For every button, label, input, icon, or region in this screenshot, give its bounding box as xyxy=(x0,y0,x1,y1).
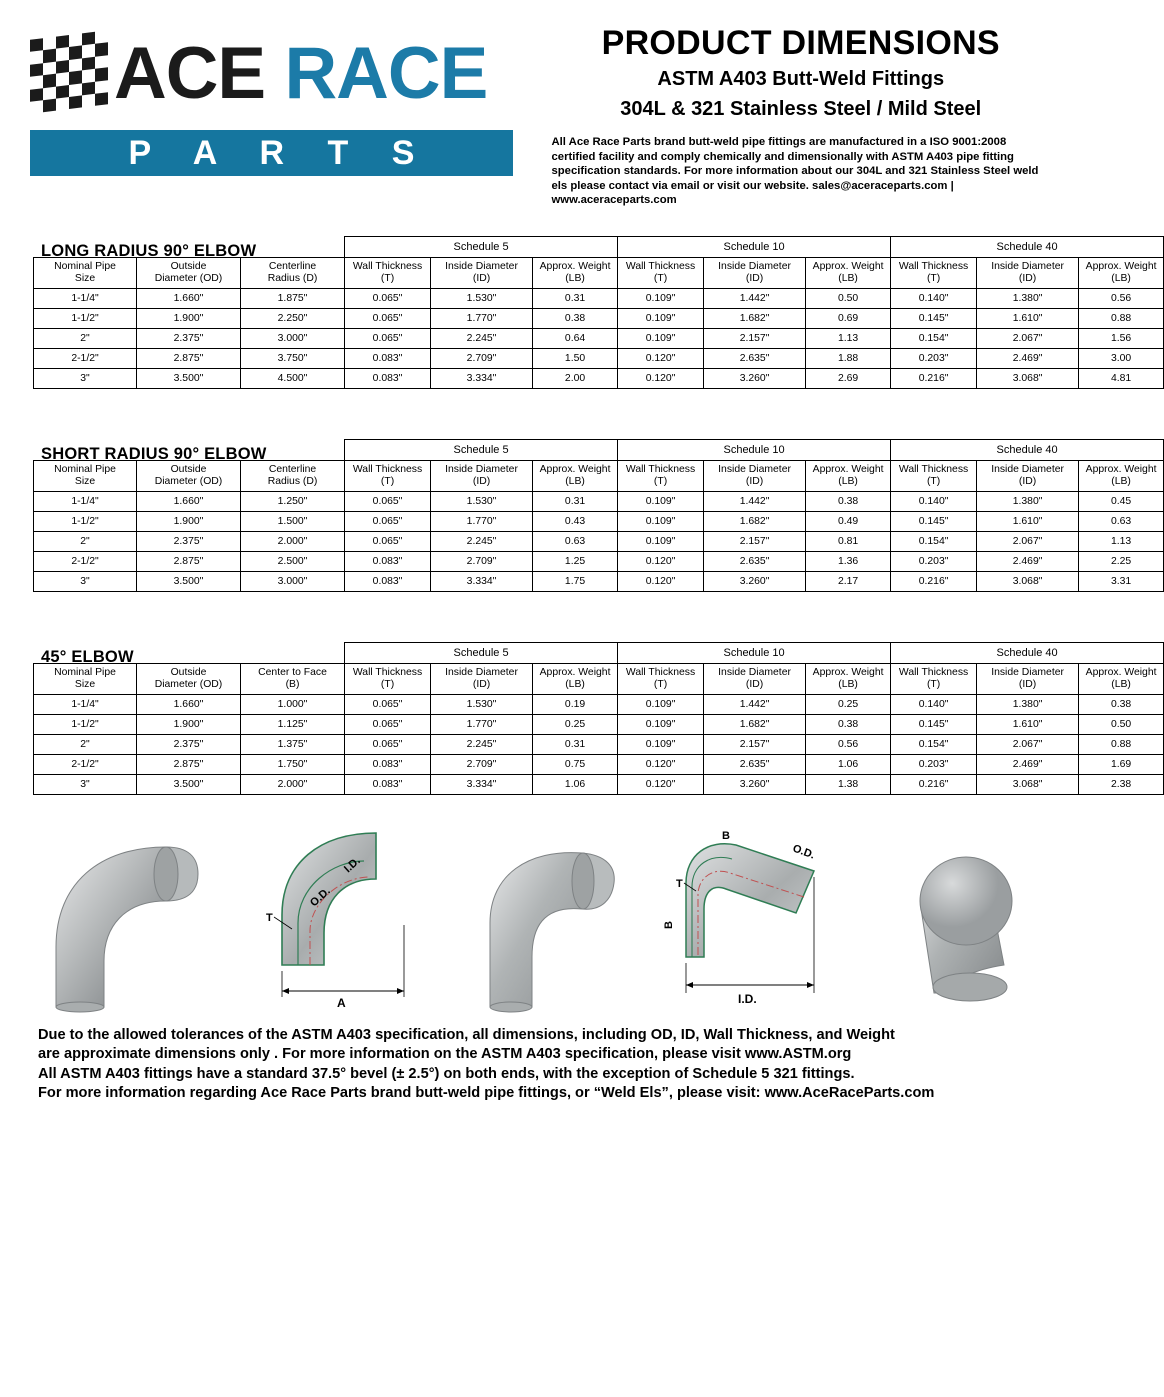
cell: 1.000" xyxy=(241,694,345,714)
cell: 1-1/4" xyxy=(34,288,137,308)
cell: 0.38 xyxy=(806,714,891,734)
cell: 2.375" xyxy=(137,734,241,754)
cell: 1.610" xyxy=(977,511,1079,531)
table-row xyxy=(34,348,1164,368)
table-row xyxy=(34,491,1164,511)
cell: 1.56 xyxy=(1079,328,1164,348)
cell: 1.380" xyxy=(977,694,1079,714)
cell: 1.770" xyxy=(431,308,533,328)
col-header-weight-s10: Approx. Weight (LB) xyxy=(806,257,891,288)
cell: 0.109" xyxy=(618,694,704,714)
header-paragraph: All Ace Race Parts brand butt-weld pipe fittings are manufactured in a ISO 9001:2008 certified facility and comply chemically and dimensionally with ASTM A403 pipe fitting specification standards. For more information about our 304L and 321 Stainless Steel weld els please contact via email or visit our website. sales@aceraceparts.com | www.aceraceparts.com xyxy=(551,136,1039,207)
cell: 0.109" xyxy=(618,288,704,308)
cell: 1.900" xyxy=(137,308,241,328)
cell: 1.770" xyxy=(431,714,533,734)
cell: 2.469" xyxy=(977,348,1079,368)
logo-parts-bar xyxy=(30,130,513,176)
cell: 0.25 xyxy=(806,694,891,714)
logo-word-race: RACE xyxy=(284,33,488,114)
cell: 0.154" xyxy=(891,328,977,348)
col-header-weight-s10: Approx. Weight (LB) xyxy=(806,663,891,694)
cell: 0.109" xyxy=(618,308,704,328)
col-header-nominal-size: Nominal Pipe Size xyxy=(34,257,137,288)
cell: 0.065" xyxy=(345,734,431,754)
col-header-nominal-size: Nominal Pipe Size xyxy=(34,663,137,694)
cell: 0.120" xyxy=(618,774,704,794)
cell: 2.245" xyxy=(431,328,533,348)
cell: 2.157" xyxy=(704,328,806,348)
45-elbow-dimension-diagram xyxy=(664,825,864,1010)
cell: 1-1/2" xyxy=(34,511,137,531)
cell: 0.203" xyxy=(891,754,977,774)
cell: 0.38 xyxy=(806,491,891,511)
col-header-inside-diameter-s10: Inside Diameter (ID) xyxy=(704,257,806,288)
cell: 3.00 xyxy=(1079,348,1164,368)
cell: 0.145" xyxy=(891,714,977,734)
svg-text:A: A xyxy=(336,995,346,1010)
table-row xyxy=(34,288,1164,308)
col-header-wall-thickness-s40: Wall Thickness (T) xyxy=(891,257,977,288)
col-header-weight-s10: Approx. Weight (LB) xyxy=(806,460,891,491)
table-row xyxy=(34,511,1164,531)
cell: 0.31 xyxy=(533,734,618,754)
schedule-5-header: Schedule 5 xyxy=(345,236,618,257)
cell: 0.63 xyxy=(1079,511,1164,531)
cell: 0.56 xyxy=(1079,288,1164,308)
cell: 0.120" xyxy=(618,571,704,591)
col-header-weight-s5: Approx. Weight (LB) xyxy=(533,460,618,491)
cell: 3.068" xyxy=(977,368,1079,388)
table-45-elbow xyxy=(33,642,1164,795)
col-header-inside-diameter-s40: Inside Diameter (ID) xyxy=(977,257,1079,288)
cell: 2.000" xyxy=(241,531,345,551)
cell: 0.203" xyxy=(891,348,977,368)
cell: 3.334" xyxy=(431,774,533,794)
cell: 0.109" xyxy=(618,511,704,531)
cell: 0.154" xyxy=(891,531,977,551)
cell: 0.120" xyxy=(618,348,704,368)
col-header-inside-diameter-s40: Inside Diameter (ID) xyxy=(977,663,1079,694)
table-row xyxy=(34,714,1164,734)
cell: 0.109" xyxy=(618,714,704,734)
figure-90-elbow-diagram xyxy=(252,825,442,1010)
col-header-centerline-radius: Centerline Radius (D) xyxy=(241,460,345,491)
col-header-center-to-face: Center to Face (B) xyxy=(241,663,345,694)
schedule-10-header: Schedule 10 xyxy=(618,236,891,257)
cell: 1.530" xyxy=(431,694,533,714)
table-section-long-radius xyxy=(0,236,1157,389)
figure-45-elbow-diagram xyxy=(664,825,864,1010)
cell: 0.083" xyxy=(345,368,431,388)
cell: 1.13 xyxy=(806,328,891,348)
cell: 1-1/2" xyxy=(34,308,137,328)
svg-text:O.D.: O.D. xyxy=(790,842,816,862)
cell: 3.750" xyxy=(241,348,345,368)
table-row xyxy=(34,328,1164,348)
cell: 1.660" xyxy=(137,288,241,308)
cell: 0.31 xyxy=(533,288,618,308)
cell: 2.469" xyxy=(977,551,1079,571)
cell: 0.38 xyxy=(533,308,618,328)
cell: 0.109" xyxy=(618,491,704,511)
cell: 2.17 xyxy=(806,571,891,591)
cell: 1.375" xyxy=(241,734,345,754)
cell: 3" xyxy=(34,774,137,794)
cell: 4.81 xyxy=(1079,368,1164,388)
cell: 2.635" xyxy=(704,348,806,368)
cell: 1.610" xyxy=(977,308,1079,328)
svg-text:O.D.: O.D. xyxy=(307,885,333,910)
cell: 2.875" xyxy=(137,754,241,774)
schedule-40-header: Schedule 40 xyxy=(891,439,1164,460)
cell: 0.065" xyxy=(345,288,431,308)
cell: 0.065" xyxy=(345,328,431,348)
col-header-inside-diameter-s10: Inside Diameter (ID) xyxy=(704,460,806,491)
cell: 2.69 xyxy=(806,368,891,388)
col-header-wall-thickness-s10: Wall Thickness (T) xyxy=(618,663,704,694)
cell: 1.530" xyxy=(431,288,533,308)
page-header xyxy=(0,0,1080,208)
table-section-short-radius xyxy=(0,439,1157,592)
table-row xyxy=(34,774,1164,794)
cell: 0.120" xyxy=(618,754,704,774)
table-row xyxy=(34,754,1164,774)
cell: 0.083" xyxy=(345,571,431,591)
cell: 0.69 xyxy=(806,308,891,328)
cell: 2.245" xyxy=(431,531,533,551)
cell: 0.140" xyxy=(891,288,977,308)
cell: 3.068" xyxy=(977,571,1079,591)
figure-row xyxy=(0,795,1080,1010)
cell: 1.442" xyxy=(704,694,806,714)
cell: 0.065" xyxy=(345,491,431,511)
cell: 2.500" xyxy=(241,551,345,571)
col-header-inside-diameter-s5: Inside Diameter (ID) xyxy=(431,663,533,694)
cell: 0.109" xyxy=(618,328,704,348)
table-row xyxy=(34,734,1164,754)
cell: 0.19 xyxy=(533,694,618,714)
col-header-wall-thickness-s5: Wall Thickness (T) xyxy=(345,663,431,694)
cell: 2.375" xyxy=(137,531,241,551)
cell: 1.442" xyxy=(704,491,806,511)
cell: 1.900" xyxy=(137,714,241,734)
page-footer xyxy=(0,1010,1080,1104)
cell: 1.13 xyxy=(1079,531,1164,551)
col-header-inside-diameter-s40: Inside Diameter (ID) xyxy=(977,460,1079,491)
cell: 2.245" xyxy=(431,734,533,754)
cell: 1.682" xyxy=(704,308,806,328)
cell: 0.216" xyxy=(891,774,977,794)
cell: 0.120" xyxy=(618,551,704,571)
col-header-weight-s40: Approx. Weight (LB) xyxy=(1079,663,1164,694)
cell: 3.068" xyxy=(977,774,1079,794)
cell: 1.682" xyxy=(704,511,806,531)
cell: 2.067" xyxy=(977,734,1079,754)
cell: 1.36 xyxy=(806,551,891,571)
svg-text:I.D.: I.D. xyxy=(341,854,363,876)
cell: 0.109" xyxy=(618,734,704,754)
cell: 2.635" xyxy=(704,551,806,571)
45-elbow-photo xyxy=(892,845,1042,1010)
schedule-40-header: Schedule 40 xyxy=(891,236,1164,257)
cell: 2.38 xyxy=(1079,774,1164,794)
col-header-centerline-radius: Centerline Radius (D) xyxy=(241,257,345,288)
cell: 0.109" xyxy=(618,531,704,551)
cell: 0.145" xyxy=(891,308,977,328)
cell: 0.065" xyxy=(345,308,431,328)
cell: 3.260" xyxy=(704,774,806,794)
cell: 1.530" xyxy=(431,491,533,511)
col-header-wall-thickness-s10: Wall Thickness (T) xyxy=(618,460,704,491)
cell: 2.000" xyxy=(241,774,345,794)
logo-word-parts: P A R T S xyxy=(128,133,432,172)
cell: 1.25 xyxy=(533,551,618,571)
cell: 3.500" xyxy=(137,368,241,388)
cell: 2.00 xyxy=(533,368,618,388)
cell: 0.75 xyxy=(533,754,618,774)
cell: 0.065" xyxy=(345,714,431,734)
schedule-5-header: Schedule 5 xyxy=(345,439,618,460)
header-text-block xyxy=(528,24,1051,208)
schedule-5-header: Schedule 5 xyxy=(345,642,618,663)
cell: 0.25 xyxy=(533,714,618,734)
table-row xyxy=(34,308,1164,328)
table-row xyxy=(34,368,1164,388)
col-header-weight-s40: Approx. Weight (LB) xyxy=(1079,460,1164,491)
table-row xyxy=(34,694,1164,714)
cell: 1.750" xyxy=(241,754,345,774)
page-subtitle-2: 304L & 321 Stainless Steel / Mild Steel xyxy=(620,98,982,120)
col-header-weight-s40: Approx. Weight (LB) xyxy=(1079,257,1164,288)
cell: 1.380" xyxy=(977,491,1079,511)
cell: 2-1/2" xyxy=(34,551,137,571)
cell: 3.500" xyxy=(137,774,241,794)
cell: 0.63 xyxy=(533,531,618,551)
col-header-outside-diameter: Outside Diameter (OD) xyxy=(137,663,241,694)
cell: 0.216" xyxy=(891,368,977,388)
cell: 3.000" xyxy=(241,571,345,591)
cell: 2" xyxy=(34,531,137,551)
cell: 2.375" xyxy=(137,328,241,348)
cell: 1.06 xyxy=(533,774,618,794)
svg-text:I.D.: I.D. xyxy=(737,991,757,1006)
cell: 1.88 xyxy=(806,348,891,368)
cell: 0.083" xyxy=(345,754,431,774)
cell: 3.260" xyxy=(704,368,806,388)
cell: 2-1/2" xyxy=(34,348,137,368)
svg-text:T: T xyxy=(265,911,273,924)
col-header-wall-thickness-s10: Wall Thickness (T) xyxy=(618,257,704,288)
cell: 3.334" xyxy=(431,571,533,591)
cell: 1.442" xyxy=(704,288,806,308)
cell: 1.682" xyxy=(704,714,806,734)
cell: 3.31 xyxy=(1079,571,1164,591)
cell: 2.709" xyxy=(431,551,533,571)
cell: 3.500" xyxy=(137,571,241,591)
svg-text:B: B xyxy=(721,829,730,842)
schedule-40-header: Schedule 40 xyxy=(891,642,1164,663)
short-radius-90-elbow-photo xyxy=(470,835,635,1010)
table-row xyxy=(34,531,1164,551)
logo-word-ace: ACE xyxy=(114,33,266,114)
cell: 1.660" xyxy=(137,491,241,511)
cell: 1.380" xyxy=(977,288,1079,308)
brand-logo xyxy=(30,24,528,208)
page-subtitle-1: ASTM A403 Butt-Weld Fittings xyxy=(657,68,945,90)
cell: 3.000" xyxy=(241,328,345,348)
cell: 2.469" xyxy=(977,754,1079,774)
col-header-outside-diameter: Outside Diameter (OD) xyxy=(137,460,241,491)
cell: 0.38 xyxy=(1079,694,1164,714)
cell: 1-1/4" xyxy=(34,491,137,511)
cell: 2.635" xyxy=(704,754,806,774)
table-title-45-elbow: 45° ELBOW xyxy=(41,647,134,666)
cell: 1.69 xyxy=(1079,754,1164,774)
col-header-wall-thickness-s40: Wall Thickness (T) xyxy=(891,460,977,491)
cell: 1.660" xyxy=(137,694,241,714)
schedule-10-header: Schedule 10 xyxy=(618,439,891,460)
cell: 0.88 xyxy=(1079,308,1164,328)
cell: 0.083" xyxy=(345,348,431,368)
col-header-inside-diameter-s5: Inside Diameter (ID) xyxy=(431,257,533,288)
cell: 0.43 xyxy=(533,511,618,531)
col-header-wall-thickness-s5: Wall Thickness (T) xyxy=(345,460,431,491)
cell: 1.500" xyxy=(241,511,345,531)
cell: 0.88 xyxy=(1079,734,1164,754)
svg-text:B: B xyxy=(662,921,675,929)
cell: 2-1/2" xyxy=(34,754,137,774)
cell: 0.140" xyxy=(891,491,977,511)
cell: 1.875" xyxy=(241,288,345,308)
col-header-wall-thickness-s40: Wall Thickness (T) xyxy=(891,663,977,694)
long-radius-90-elbow-photo xyxy=(38,835,223,1010)
cell: 3.334" xyxy=(431,368,533,388)
cell: 1.250" xyxy=(241,491,345,511)
footer-line-2: are approximate dimensions only . For more information on the ASTM A403 specification, please visit www.ASTM.org xyxy=(38,1046,852,1063)
cell: 2.157" xyxy=(704,531,806,551)
cell: 1.125" xyxy=(241,714,345,734)
cell: 2.875" xyxy=(137,348,241,368)
cell: 1.50 xyxy=(533,348,618,368)
cell: 0.50 xyxy=(806,288,891,308)
cell: 1.75 xyxy=(533,571,618,591)
cell: 0.56 xyxy=(806,734,891,754)
cell: 3.260" xyxy=(704,571,806,591)
cell: 0.45 xyxy=(1079,491,1164,511)
cell: 2.709" xyxy=(431,754,533,774)
figure-45-elbow-photo xyxy=(892,845,1042,1010)
cell: 0.120" xyxy=(618,368,704,388)
table-row xyxy=(34,551,1164,571)
cell: 0.81 xyxy=(806,531,891,551)
cell: 0.154" xyxy=(891,734,977,754)
table-row xyxy=(34,571,1164,591)
cell: 2.875" xyxy=(137,551,241,571)
cell: 2.067" xyxy=(977,531,1079,551)
cell: 0.083" xyxy=(345,551,431,571)
col-header-inside-diameter-s5: Inside Diameter (ID) xyxy=(431,460,533,491)
col-header-weight-s5: Approx. Weight (LB) xyxy=(533,663,618,694)
cell: 3" xyxy=(34,571,137,591)
cell: 0.065" xyxy=(345,531,431,551)
checkered-flag-icon xyxy=(30,30,108,114)
cell: 2" xyxy=(34,328,137,348)
cell: 2.709" xyxy=(431,348,533,368)
table-title-short-radius: SHORT RADIUS 90° ELBOW xyxy=(41,444,267,463)
footer-line-4: For more information regarding Ace Race Parts brand butt-weld pipe fittings, or “Weld Els”, please visit: www.AceRaceParts.com xyxy=(38,1085,935,1102)
col-header-weight-s5: Approx. Weight (LB) xyxy=(533,257,618,288)
cell: 1.610" xyxy=(977,714,1079,734)
cell: 1-1/2" xyxy=(34,714,137,734)
cell: 0.145" xyxy=(891,511,977,531)
cell: 3" xyxy=(34,368,137,388)
cell: 0.140" xyxy=(891,694,977,714)
cell: 1.38 xyxy=(806,774,891,794)
svg-text:T: T xyxy=(675,877,683,890)
cell: 0.216" xyxy=(891,571,977,591)
cell: 2.250" xyxy=(241,308,345,328)
cell: 0.49 xyxy=(806,511,891,531)
cell: 2" xyxy=(34,734,137,754)
table-title-long-radius: LONG RADIUS 90° ELBOW xyxy=(41,241,257,260)
col-header-nominal-size: Nominal Pipe Size xyxy=(34,460,137,491)
cell: 0.083" xyxy=(345,774,431,794)
table-section-45-elbow xyxy=(0,642,1157,795)
page-title: PRODUCT DIMENSIONS xyxy=(601,24,1000,62)
schedule-10-header: Schedule 10 xyxy=(618,642,891,663)
col-header-inside-diameter-s10: Inside Diameter (ID) xyxy=(704,663,806,694)
90-elbow-dimension-diagram xyxy=(252,825,442,1010)
cell: 2.067" xyxy=(977,328,1079,348)
cell: 0.065" xyxy=(345,511,431,531)
cell: 0.31 xyxy=(533,491,618,511)
cell: 1-1/4" xyxy=(34,694,137,714)
footer-line-3: All ASTM A403 fittings have a standard 37.5° bevel (± 2.5°) on both ends, with the exception of Schedule 5 321 fittings. xyxy=(38,1065,855,1082)
cell: 2.25 xyxy=(1079,551,1164,571)
cell: 0.065" xyxy=(345,694,431,714)
footer-line-1: Due to the allowed tolerances of the ASTM A403 specification, all dimensions, including OD, ID, Wall Thickness, and Weight xyxy=(38,1026,895,1043)
col-header-outside-diameter: Outside Diameter (OD) xyxy=(137,257,241,288)
cell: 2.157" xyxy=(704,734,806,754)
col-header-wall-thickness-s5: Wall Thickness (T) xyxy=(345,257,431,288)
cell: 0.64 xyxy=(533,328,618,348)
cell: 1.06 xyxy=(806,754,891,774)
cell: 4.500" xyxy=(241,368,345,388)
cell: 1.900" xyxy=(137,511,241,531)
cell: 0.203" xyxy=(891,551,977,571)
figure-long-radius-elbow xyxy=(38,835,223,1010)
figure-short-radius-elbow xyxy=(470,835,635,1010)
cell: 0.50 xyxy=(1079,714,1164,734)
cell: 1.770" xyxy=(431,511,533,531)
